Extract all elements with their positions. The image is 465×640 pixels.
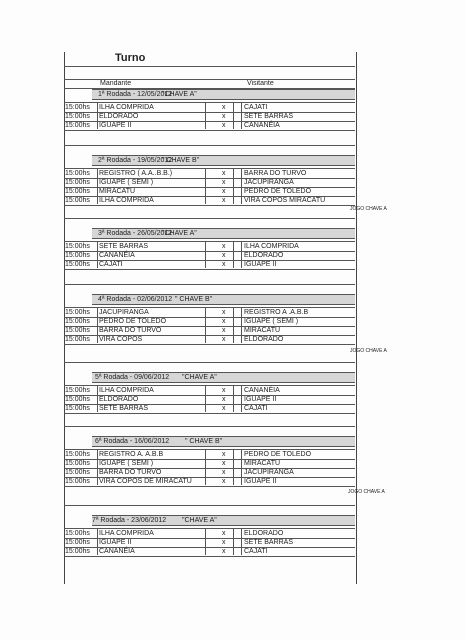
away-team: CAJATI [244, 104, 268, 111]
match-time: 15:00hs [65, 530, 90, 537]
round-label: 6ª Rodada - 16/06/2012 [95, 438, 170, 445]
round-label: 1ª Rodada - 12/05/2012 [98, 91, 173, 98]
match-time: 15:00hs [65, 318, 90, 325]
match-time: 15:00hs [65, 122, 90, 129]
match-row [64, 317, 355, 326]
home-team: CANANÉIA [99, 548, 135, 555]
away-team: CAJATI [244, 405, 268, 412]
round-label: 3ª Rodada - 26/05/2012 [98, 230, 173, 237]
away-team: ELDORADO [244, 336, 284, 343]
home-team: VIRA COPOS [99, 336, 143, 343]
versus-mark: x [222, 188, 226, 195]
home-team: CAJATI [99, 261, 123, 268]
match-row [64, 459, 355, 468]
home-team: ELDORADO [99, 113, 139, 120]
row-rule [64, 556, 355, 557]
round-chave: "CHAVE A" [162, 230, 197, 237]
round-header-band [92, 89, 355, 100]
versus-mark: x [222, 252, 226, 259]
home-team: IGUAPE ( SEMI ) [99, 460, 154, 467]
match-time: 15:00hs [65, 243, 90, 250]
away-team: IGUAPE II [244, 396, 277, 403]
away-team: IGUAPE II [244, 478, 277, 485]
match-time: 15:00hs [65, 396, 90, 403]
match-row [64, 242, 355, 251]
home-team: IGUAPE ( SEMI ) [99, 179, 154, 186]
round-note: JOGO CHAVE A [348, 489, 385, 495]
match-row [64, 326, 355, 335]
round-label: 7ª Rodada - 23/06/2012 [92, 517, 167, 524]
round-note: JOGO CHAVE A [350, 348, 387, 354]
round-separator [64, 284, 355, 285]
round-header-band [92, 228, 355, 239]
match-time: 15:00hs [65, 478, 90, 485]
match-row [64, 547, 355, 556]
away-team: MIRACATU [244, 460, 281, 467]
round-separator [64, 426, 355, 427]
match-time: 15:00hs [65, 336, 90, 343]
versus-mark: x [222, 451, 226, 458]
versus-mark: x [222, 327, 226, 334]
home-team: IGUAPE II [99, 122, 132, 129]
home-team: MIRACATU [99, 188, 136, 195]
match-row [64, 395, 355, 404]
home-team: BARRA DO TURVO [99, 469, 162, 476]
round-separator [64, 79, 355, 80]
versus-mark: x [222, 243, 226, 250]
match-time: 15:00hs [65, 179, 90, 186]
versus-mark: x [222, 478, 226, 485]
versus-mark: x [222, 469, 226, 476]
versus-mark: x [222, 309, 226, 316]
match-time: 15:00hs [65, 261, 90, 268]
away-team: CAJATI [244, 548, 268, 555]
page-title: Turno [115, 52, 146, 64]
home-team: ILHA COMPRIDA [99, 197, 154, 204]
round-chave: " CHAVE B" [175, 296, 213, 303]
away-team: JACUPIRANGA [244, 469, 294, 476]
round-label: 4ª Rodada - 02/06/2012 [98, 296, 173, 303]
versus-mark: x [222, 530, 226, 537]
match-time: 15:00hs [65, 170, 90, 177]
round-chave: " CHAVE B" [162, 157, 200, 164]
versus-mark: x [222, 261, 226, 268]
away-team: REGISTRO A .A.B.B [244, 309, 309, 316]
home-team: ELDORADO [99, 396, 139, 403]
round-note: JOGO CHAVE A [350, 206, 387, 212]
match-row [64, 103, 355, 112]
round-header-band [92, 372, 355, 383]
round-header-band [92, 515, 355, 526]
match-time: 15:00hs [65, 113, 90, 120]
match-row [64, 450, 355, 459]
versus-mark: x [222, 318, 226, 325]
match-row [64, 196, 355, 205]
match-row [64, 529, 355, 538]
match-time: 15:00hs [65, 309, 90, 316]
match-row [64, 386, 355, 395]
versus-mark: x [222, 405, 226, 412]
home-team: ILHA COMPRIDA [99, 530, 154, 537]
versus-mark: x [222, 104, 226, 111]
row-rule [64, 344, 355, 345]
match-time: 15:00hs [65, 188, 90, 195]
away-team: CANANÉIA [244, 387, 280, 394]
away-team: SETE BARRAS [244, 539, 294, 546]
match-time: 15:00hs [65, 548, 90, 555]
away-team: IGUAPE ( SEMI ) [244, 318, 299, 325]
away-team: IGUAPE II [244, 261, 277, 268]
match-row [64, 187, 355, 196]
match-row [64, 169, 355, 178]
match-row [64, 477, 355, 486]
away-team: MIRACATU [244, 327, 281, 334]
match-row [64, 308, 355, 317]
versus-mark: x [222, 170, 226, 177]
home-team: SETE BARRAS [99, 243, 149, 250]
match-row [64, 121, 355, 130]
versus-mark: x [222, 179, 226, 186]
versus-mark: x [222, 460, 226, 467]
home-team: JACUPIRANGA [99, 309, 149, 316]
match-row [64, 251, 355, 260]
row-rule [64, 486, 355, 487]
home-team: SETE BARRAS [99, 405, 149, 412]
round-label: 5ª Rodada - 09/06/2012 [95, 374, 170, 381]
match-time: 15:00hs [65, 539, 90, 546]
row-rule [64, 205, 355, 206]
match-time: 15:00hs [65, 197, 90, 204]
home-team: ILHA COMPRIDA [99, 104, 154, 111]
away-team: JACUPIRANGA [244, 179, 294, 186]
home-team: BARRA DO TURVO [99, 327, 162, 334]
home-team: IGUAPE II [99, 539, 132, 546]
header-visitante: Visitante [247, 80, 274, 87]
row-rule [64, 130, 355, 131]
home-team: CANANÉIA [99, 252, 135, 259]
home-team: ILHA COMPRIDA [99, 387, 154, 394]
match-time: 15:00hs [65, 469, 90, 476]
round-separator [64, 505, 355, 506]
home-team: REGISTRO A. A.B.B [99, 451, 164, 458]
round-chave: " CHAVE B" [185, 438, 223, 445]
title-rule [64, 66, 355, 67]
match-row [64, 538, 355, 547]
match-row [64, 112, 355, 121]
away-team: ELDORADO [244, 252, 284, 259]
round-header-band [92, 436, 355, 447]
match-time: 15:00hs [65, 405, 90, 412]
round-separator [64, 145, 355, 146]
match-row [64, 178, 355, 187]
versus-mark: x [222, 113, 226, 120]
versus-mark: x [222, 336, 226, 343]
versus-mark: x [222, 122, 226, 129]
match-time: 15:00hs [65, 252, 90, 259]
away-team: PEDRO DE TOLEDO [244, 451, 312, 458]
away-team: SETE BARRAS [244, 113, 294, 120]
round-header-band [92, 294, 355, 305]
match-time: 15:00hs [65, 327, 90, 334]
away-team: ELDORADO [244, 530, 284, 537]
home-team: VIRA COPOS DE MIRACATU [99, 478, 192, 485]
away-team: VIRA COPOS MIRACATU [244, 197, 326, 204]
versus-mark: x [222, 387, 226, 394]
round-header-band [92, 155, 355, 166]
match-row [64, 468, 355, 477]
versus-mark: x [222, 396, 226, 403]
row-rule [64, 269, 355, 270]
round-chave: "CHAVE A" [182, 374, 217, 381]
header-mandante: Mandante [100, 80, 132, 87]
round-chave: "CHAVE A" [162, 91, 197, 98]
match-row [64, 335, 355, 344]
round-chave: "CHAVE A" [182, 517, 217, 524]
away-team: BARRA DO TURVO [244, 170, 307, 177]
row-rule [64, 413, 355, 414]
match-row [64, 404, 355, 413]
away-team: PEDRO DE TOLEDO [244, 188, 312, 195]
round-separator [64, 362, 355, 363]
versus-mark: x [222, 548, 226, 555]
home-team: REGISTRO ( A.A..B.B.) [99, 170, 173, 177]
round-label: 2ª Rodada - 19/05/2012 [98, 157, 173, 164]
match-time: 15:00hs [65, 387, 90, 394]
match-time: 15:00hs [65, 104, 90, 111]
versus-mark: x [222, 539, 226, 546]
round-separator [64, 218, 355, 219]
match-time: 15:00hs [65, 460, 90, 467]
versus-mark: x [222, 197, 226, 204]
match-row [64, 260, 355, 269]
home-team: PEDRO DE TOLEDO [99, 318, 167, 325]
away-team: CANANÉIA [244, 122, 280, 129]
away-team: ILHA COMPRIDA [244, 243, 299, 250]
match-time: 15:00hs [65, 451, 90, 458]
